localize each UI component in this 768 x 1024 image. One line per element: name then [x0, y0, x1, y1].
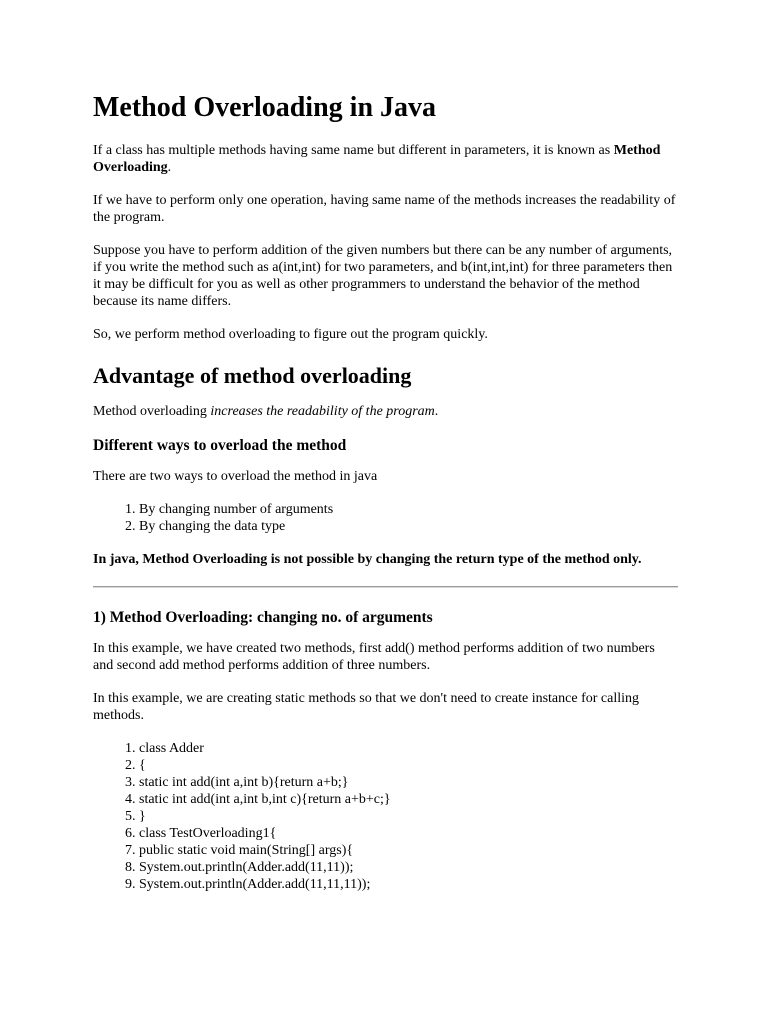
advantage-heading: Advantage of method overloading	[93, 363, 412, 388]
code-listing	[93, 740, 678, 893]
code-line: 6. class TestOverloading1{	[139, 825, 678, 842]
code-line: 7. public static void main(String[] args){	[139, 842, 678, 859]
ways-heading: Different ways to overload the method	[93, 437, 347, 454]
ways-list	[93, 501, 678, 535]
advantage-period: .	[434, 404, 439, 419]
section1-paragraph-2: In this example, we are creating static methods so that we don't need to create instance for calling methods.	[93, 691, 639, 723]
code-line: 8. System.out.println(Adder.add(11,11));	[139, 859, 678, 876]
code-line: 1. class Adder	[139, 740, 678, 757]
ways-intro: There are two ways to overload the method in java	[93, 469, 378, 484]
section-divider	[93, 586, 678, 588]
advantage-paragraph	[93, 403, 678, 420]
intro-paragraph-1	[93, 142, 678, 176]
intro-text: If a class has multiple methods having same name but different in parameters, it is known as	[93, 143, 614, 158]
intro-paragraph-3: Suppose you have to perform addition of the given numbers but there can be any number of arguments, if you write the method such as a(int,int) for two parameters, and b(int,int,int) for three parameters then it may be difficult for you as well as other programmers to understand the behavior of the method because its name differs.	[93, 243, 673, 309]
code-line: 4. static int add(int a,int b,int c){return a+b+c;}	[139, 791, 678, 808]
intro-paragraph-4: So, we perform method overloading to figure out the program quickly.	[93, 327, 488, 342]
intro-paragraph-2: If we have to perform only one operation, having same name of the methods increases the readability of the program.	[93, 193, 676, 225]
code-line: 3. static int add(int a,int b){return a+b;}	[139, 774, 678, 791]
intro-period: .	[167, 160, 172, 175]
page-title: Method Overloading in Java	[93, 92, 437, 123]
code-line: 2. {	[139, 757, 678, 774]
return-type-note: In java, Method Overloading is not possible by changing the return type of the method only.	[93, 552, 642, 567]
advantage-italic: increases the readability of the program	[210, 404, 435, 419]
code-line: 9. System.out.println(Adder.add(11,11,11));	[139, 876, 678, 893]
advantage-text: Method overloading	[93, 404, 211, 419]
document-content	[93, 88, 678, 909]
section1-paragraph-1: In this example, we have created two methods, first add() method performs addition of two numbers and second add method performs addition of three numbers.	[93, 641, 655, 673]
list-item: 2. By changing the data type	[139, 518, 678, 535]
list-item: 1. By changing number of arguments	[139, 501, 678, 518]
code-line: 5. }	[139, 808, 678, 825]
section1-heading: 1) Method Overloading: changing no. of arguments	[93, 609, 433, 626]
intro-bold-term: Method Overloading	[93, 143, 661, 175]
